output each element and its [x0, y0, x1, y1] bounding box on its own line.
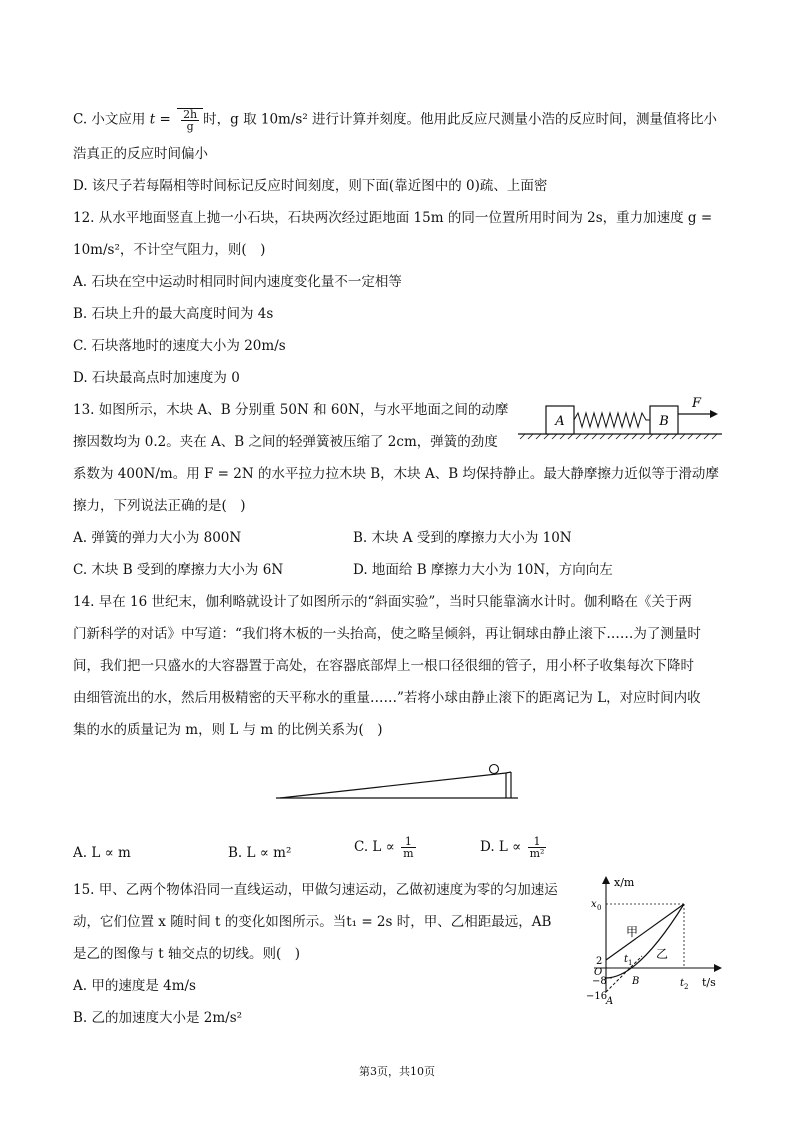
q13-stem-cont: 擦因数均为 0.2。夹在 A、B 之间的轻弹簧被压缩了 2cm，弹簧的劲度	[73, 434, 498, 450]
q13-stem: 13. 如图所示，木块 A、B 分别重 50N 和 60N，与水平地面之间的动摩	[73, 402, 509, 418]
incline-plank	[280, 773, 506, 798]
ground-hatch	[520, 434, 717, 439]
tick-2: 2	[596, 956, 603, 967]
q15-stem-cont2: 是乙的图像与 t 轴交点的切线。则( )	[73, 946, 301, 962]
x0-subscript: 0	[597, 904, 602, 912]
force-label: F	[692, 396, 702, 411]
q11-option-d: D. 该尺子若每隔相等时间标记反应时间刻度，则下面(靠近图中的 0)疏、上面密	[73, 178, 548, 194]
q13-option-d: D. 地面给 B 摩擦力大小为 10N，方向向左	[353, 562, 613, 578]
q15-option-a: A. 甲的速度是 4m/s	[73, 978, 196, 994]
q13-option-c: C. 木块 B 受到的摩擦力大小为 6N	[73, 562, 284, 578]
q15-xt-graph	[580, 874, 732, 1010]
t2-subscript: 2	[684, 983, 689, 991]
q14-stem-cont2: 间，我们把一只盛水的大容器置于高处，在容器底部焊上一根口径很细的管子，用小杯子收集每次下降时	[73, 658, 694, 674]
q14-option-b: B. L ∝ m²	[228, 845, 292, 861]
q13-option-b: B. 木块 A 受到的摩擦力大小为 10N	[353, 530, 572, 546]
origin-label: O	[594, 967, 603, 978]
q15-stem: 15. 甲、乙两个物体沿同一直线运动，甲做匀速运动，乙做初速度为零的匀加速运	[73, 882, 558, 898]
q14-stem-cont3: 由细管流出的水，然后用极精密的天平称水的重量……”若将小球由静止滚下的距离记为 L，对应时间内收	[73, 690, 701, 706]
q14-stem-cont4: 集的水的质量记为 m，则 L 与 m 的比例关系为( )	[73, 722, 383, 738]
block-b-label: B	[659, 414, 669, 429]
tick-neg16: −16	[586, 991, 608, 1002]
y-axis-arrow	[602, 876, 610, 884]
q14-stem: 14. 早在 16 世纪末，伽利略就设计了如图所示的“斜面实验”，当时只能靠滴水计时。伽利略在《关于两	[73, 594, 692, 610]
q11-option-c-cont: 浩真正的反应时间偏小	[73, 146, 208, 162]
q13-stem-cont2: 系数为 400N/m。用 F = 2N 的水平拉力拉木块 B，木块 A、B 均保持静止。最大静摩擦力近似等于滑动摩	[73, 466, 719, 482]
block-a-label: A	[555, 414, 565, 429]
q13-stem-cont3: 擦力，下列说法正确的是( )	[73, 498, 246, 514]
tick-neg8: −8	[592, 976, 607, 987]
t2-label: t	[680, 978, 685, 989]
q12-option-d: D. 石块最高点时加速度为 0	[73, 370, 240, 386]
label-yi: 乙	[656, 947, 669, 961]
point-a-label: A	[606, 996, 614, 1007]
x-axis-label: t/s	[702, 976, 716, 989]
q14-option-c: C. L ∝ $\frac{1}{m}$	[354, 835, 414, 860]
t1-subscript: 1	[628, 959, 633, 967]
q12-option-c: C. 石块落地时的速度大小为 20m/s	[73, 338, 286, 354]
q13-option-a: A. 弹簧的弹力大小为 800N	[73, 530, 242, 546]
x0-label: x	[591, 899, 597, 910]
q15-stem-cont: 动，它们位置 x 随时间 t 的变化如图所示。当t₁ = 2s 时，甲、乙相距最远，AB	[73, 914, 552, 930]
q14-incline-figure	[272, 760, 522, 804]
fraction: $\frac{1}{\text{m²}}$	[529, 835, 545, 860]
q12-stem-cont: 10m/s²，不计空气阻力，则( )	[73, 242, 266, 258]
q14-option-d: D. L ∝ $\frac{1}{\text{m²}}$	[480, 835, 545, 860]
page-footer: 第3页，共10页	[359, 1065, 435, 1078]
fraction: $\frac{1}{m}$	[403, 835, 414, 860]
q12-stem: 12. 从水平地面竖直上抛一小石块，石块两次经过距地面 15m 的同一位置所用时间为 2s，重力加速度 g =	[73, 210, 713, 226]
q14-stem-cont: 门新科学的对话》中写道：“我们将木板的一头抬高，使之略呈倾斜，再让铜球由静止滚下……为了测量时	[73, 626, 701, 642]
sqrt-symbol	[177, 108, 203, 132]
ball	[490, 765, 499, 774]
force-arrowhead	[710, 410, 718, 418]
fraction: $\frac{2h}{g}$	[183, 108, 198, 133]
q11-option-c: C. 小文应用 t = $\frac{2h}{g}$ 时，g 取 10m/s² 进行计算并刻度。他用此反应尺测量小浩的反应时间，测量值将比小	[73, 108, 718, 133]
x-axis-arrow	[714, 964, 722, 972]
series-jia-line	[606, 904, 684, 960]
q12-option-b: B. 石块上升的最大高度时间为 4s	[73, 306, 274, 322]
q15-option-b: B. 乙的加速度大小是 2m/s²	[73, 1010, 243, 1026]
y-axis-label: x/m	[614, 876, 635, 889]
q14-option-a: A. L ∝ m	[73, 845, 131, 861]
label-jia: 甲	[626, 925, 639, 939]
q13-spring-blocks-figure	[516, 396, 726, 440]
point-b-label: B	[632, 976, 640, 987]
t1-label: t	[624, 954, 629, 965]
q12-option-a: A. 石块在空中运动时相同时间内速度变化量不一定相等	[73, 274, 402, 290]
series-yi-curve	[606, 904, 684, 978]
spring	[574, 413, 650, 427]
